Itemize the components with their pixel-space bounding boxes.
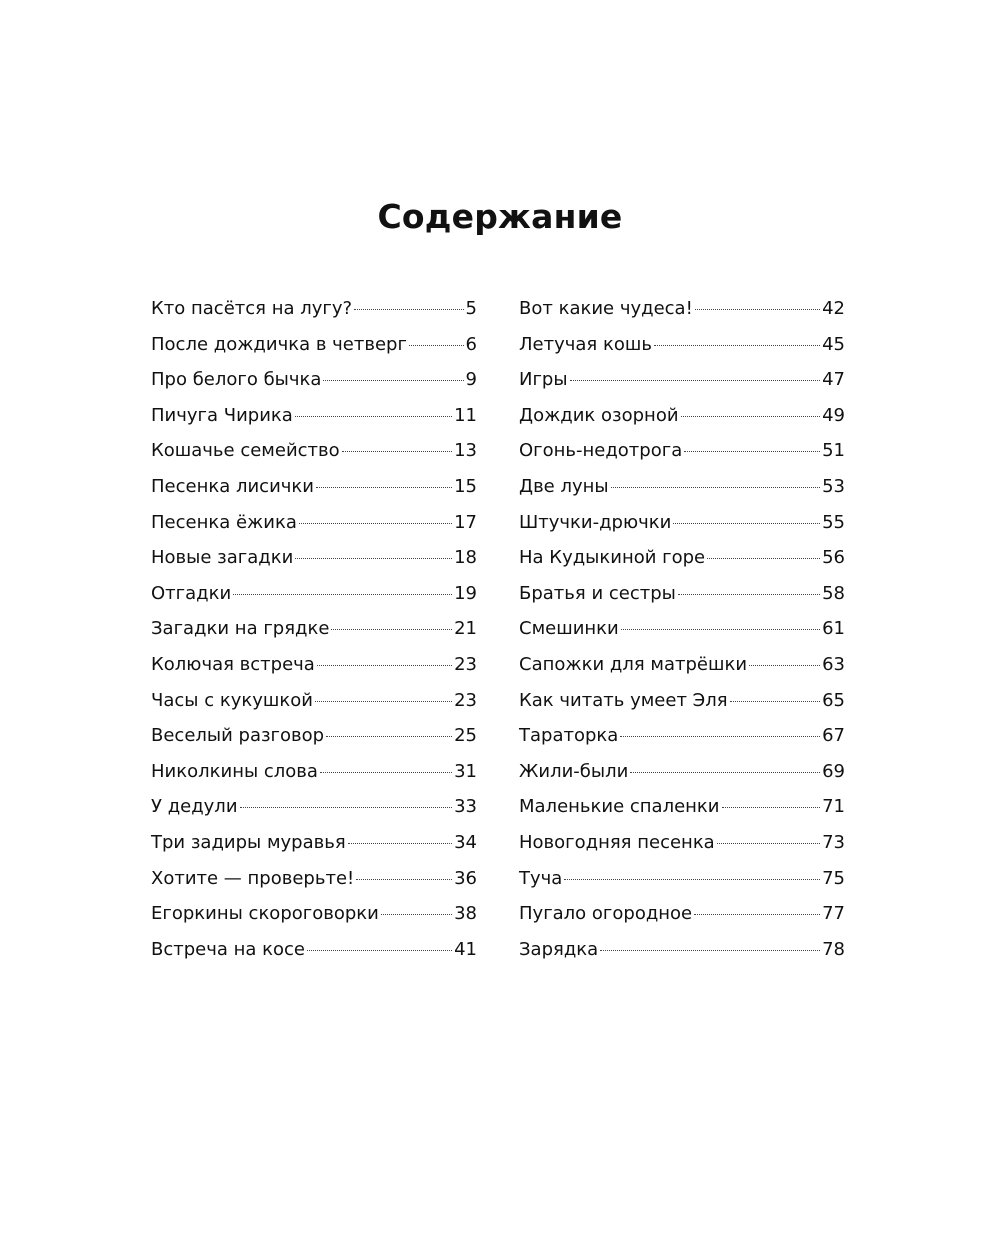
toc-entry-title: Кто пасётся на лугу?	[151, 298, 353, 319]
toc-entry	[151, 647, 477, 683]
toc-entry	[519, 505, 845, 541]
dot-leader	[381, 914, 452, 915]
toc-entry-page-number: 56	[822, 547, 845, 569]
page-title: Содержание	[377, 197, 623, 236]
dot-leader	[240, 807, 453, 808]
dot-leader	[233, 594, 452, 595]
toc-left-column	[151, 291, 477, 967]
toc-entry-title: На Кудыкиной горе	[519, 547, 706, 569]
dot-leader	[316, 487, 452, 488]
toc-entry-page-number: 25	[454, 725, 477, 747]
toc-entry-page-number: 9	[465, 369, 477, 391]
toc-entry-page-number: 75	[822, 867, 845, 889]
toc-entry	[151, 469, 477, 505]
dot-leader	[326, 736, 452, 737]
toc-entry-page-number: 42	[822, 298, 845, 319]
toc-entry-title: Тараторка	[519, 725, 619, 747]
dot-leader	[354, 309, 464, 310]
toc-entry	[519, 718, 845, 754]
dot-leader	[694, 914, 820, 915]
dot-leader	[678, 594, 820, 595]
dot-leader	[295, 558, 452, 559]
toc-entry	[519, 327, 845, 363]
toc-entry-page-number: 63	[822, 653, 845, 675]
toc-entry-page-number: 49	[822, 404, 845, 426]
dot-leader	[295, 416, 452, 417]
dot-leader	[673, 523, 820, 524]
toc-entry-page-number: 51	[822, 440, 845, 462]
toc-entry-title: У дедули	[151, 796, 238, 818]
toc-entry-page-number: 18	[454, 547, 477, 569]
toc-entry	[519, 469, 845, 505]
dot-leader	[630, 772, 820, 773]
toc-entry-page-number: 15	[454, 475, 477, 497]
toc-entry	[151, 825, 477, 861]
toc-entry-title: Вот какие чудеса!	[519, 298, 693, 319]
toc-entry-page-number: 61	[822, 618, 845, 640]
toc-entry-title: Егоркины скороговорки	[151, 903, 379, 925]
dot-leader	[654, 345, 820, 346]
toc-entry-page-number: 23	[454, 689, 477, 711]
dot-leader	[611, 487, 820, 488]
dot-leader	[320, 772, 452, 773]
toc-entry-title: После дождичка в четверг	[151, 333, 407, 355]
toc-entry	[519, 611, 845, 647]
dot-leader	[681, 416, 821, 417]
toc-entry	[519, 362, 845, 398]
toc-entry	[519, 896, 845, 932]
toc-entry	[519, 825, 845, 861]
toc-entry-title: Игры	[519, 369, 568, 391]
toc-entry	[519, 647, 845, 683]
toc-entry-title: Как читать умеет Эля	[519, 689, 728, 711]
toc-right-column	[519, 291, 845, 967]
toc-entry-page-number: 19	[454, 582, 477, 604]
toc-entry	[151, 861, 477, 897]
toc-entry-title: Пугало огородное	[519, 903, 693, 925]
toc-entry-title: Маленькие спаленки	[519, 796, 720, 818]
toc-entry-page-number: 23	[454, 653, 477, 675]
dot-leader	[707, 558, 820, 559]
toc-entry-title: Про белого бычка	[151, 369, 322, 391]
toc-entry-page-number: 45	[822, 333, 845, 355]
toc-entry-page-number: 67	[822, 725, 845, 747]
toc-entry	[519, 861, 845, 897]
toc-entry	[519, 398, 845, 434]
toc-entry-page-number: 38	[454, 903, 477, 925]
toc-entry	[151, 362, 477, 398]
dot-leader	[722, 807, 821, 808]
dot-leader	[356, 879, 452, 880]
toc-entry-title: Кошачье семейство	[151, 440, 340, 462]
toc-entry	[519, 540, 845, 576]
dot-leader	[730, 701, 821, 702]
toc-entry	[519, 433, 845, 469]
toc-entry	[151, 718, 477, 754]
toc-entry-page-number: 58	[822, 582, 845, 604]
toc-entry	[151, 611, 477, 647]
toc-entry-title: Колючая встреча	[151, 653, 315, 675]
toc-entry-title: Зарядка	[519, 938, 599, 960]
toc-entry-title: Жили-были	[519, 760, 629, 782]
toc-entry	[151, 896, 477, 932]
dot-leader	[409, 345, 464, 346]
dot-leader	[299, 523, 452, 524]
dot-leader	[621, 629, 820, 630]
toc-entry-title: Туча	[519, 867, 563, 889]
toc-entry-title: Пичуга Чирика	[151, 404, 293, 426]
dot-leader	[570, 380, 821, 381]
toc-entry-title: Отгадки	[151, 582, 232, 604]
dot-leader	[684, 451, 820, 452]
dot-leader	[315, 701, 452, 702]
toc-entry-title: Хотите — проверьте!	[151, 867, 355, 889]
toc-entry-title: Смешинки	[519, 618, 619, 640]
toc-entry-title: Сапожки для матрёшки	[519, 653, 748, 675]
toc-entry-page-number: 65	[822, 689, 845, 711]
toc-entry-page-number: 6	[465, 333, 477, 355]
toc-entry-title: Песенка лисички	[151, 475, 314, 497]
toc-entry	[151, 540, 477, 576]
toc-entry-page-number: 31	[454, 760, 477, 782]
toc-entry	[151, 433, 477, 469]
toc-entry	[151, 291, 477, 327]
toc-entry-page-number: 33	[454, 796, 477, 818]
toc-entry	[151, 327, 477, 363]
dot-leader	[307, 950, 452, 951]
toc-entry-title: Песенка ёжика	[151, 511, 297, 533]
toc-entry	[519, 683, 845, 719]
toc-entry-title: Дождик озорной	[519, 404, 679, 426]
toc-entry	[151, 683, 477, 719]
dot-leader	[600, 950, 820, 951]
toc-entry-page-number: 34	[454, 831, 477, 853]
dot-leader	[717, 843, 820, 844]
dot-leader	[323, 380, 463, 381]
dot-leader	[348, 843, 452, 844]
toc-entry-title: Часы с кукушкой	[151, 689, 313, 711]
toc-entry-page-number: 55	[822, 511, 845, 533]
toc-entry	[151, 505, 477, 541]
dot-leader	[317, 665, 452, 666]
toc-entry-page-number: 53	[822, 475, 845, 497]
toc-entry-title: Братья и сестры	[519, 582, 676, 604]
toc-entry	[519, 789, 845, 825]
toc-entry-page-number: 36	[454, 867, 477, 889]
toc-entry-page-number: 78	[822, 938, 845, 960]
dot-leader	[749, 665, 820, 666]
dot-leader	[331, 629, 452, 630]
dot-leader	[695, 309, 820, 310]
toc-entry-page-number: 21	[454, 618, 477, 640]
dot-leader	[342, 451, 452, 452]
toc-entry-title: Веселый разговор	[151, 725, 325, 747]
toc-entry-title: Штучки-дрючки	[519, 511, 672, 533]
toc-entry-page-number: 47	[822, 369, 845, 391]
dot-leader	[564, 879, 820, 880]
toc-entry-page-number: 71	[822, 796, 845, 818]
toc-entry-title: Новогодняя песенка	[519, 831, 715, 853]
toc-entry-title: Две луны	[519, 475, 609, 497]
toc-entry-page-number: 73	[822, 831, 845, 853]
toc-entry-page-number: 69	[822, 760, 845, 782]
toc-entry-page-number: 11	[454, 404, 477, 426]
toc-entry	[519, 754, 845, 790]
toc-entry-title: Встреча на косе	[151, 938, 305, 960]
toc-entry-title: Загадки на грядке	[151, 618, 330, 640]
toc-entry	[151, 576, 477, 612]
toc-entry	[519, 291, 845, 327]
toc-entry-page-number: 13	[454, 440, 477, 462]
dot-leader	[620, 736, 820, 737]
toc-entry-title: Летучая кошь	[519, 333, 652, 355]
toc-entry	[151, 754, 477, 790]
toc-entry-title: Три задиры муравья	[151, 831, 346, 853]
toc-entry-title: Огонь-недотрога	[519, 440, 683, 462]
toc-entry	[519, 576, 845, 612]
toc-entry	[151, 398, 477, 434]
toc-entry	[519, 932, 845, 968]
toc-entry	[151, 932, 477, 968]
toc-entry-page-number: 77	[822, 903, 845, 925]
toc-entry-title: Николкины слова	[151, 760, 318, 782]
toc-entry-page-number: 41	[454, 938, 477, 960]
toc-entry	[151, 789, 477, 825]
toc-entry-page-number: 5	[465, 298, 477, 319]
toc-entry-title: Новые загадки	[151, 547, 294, 569]
toc-entry-page-number: 17	[454, 511, 477, 533]
